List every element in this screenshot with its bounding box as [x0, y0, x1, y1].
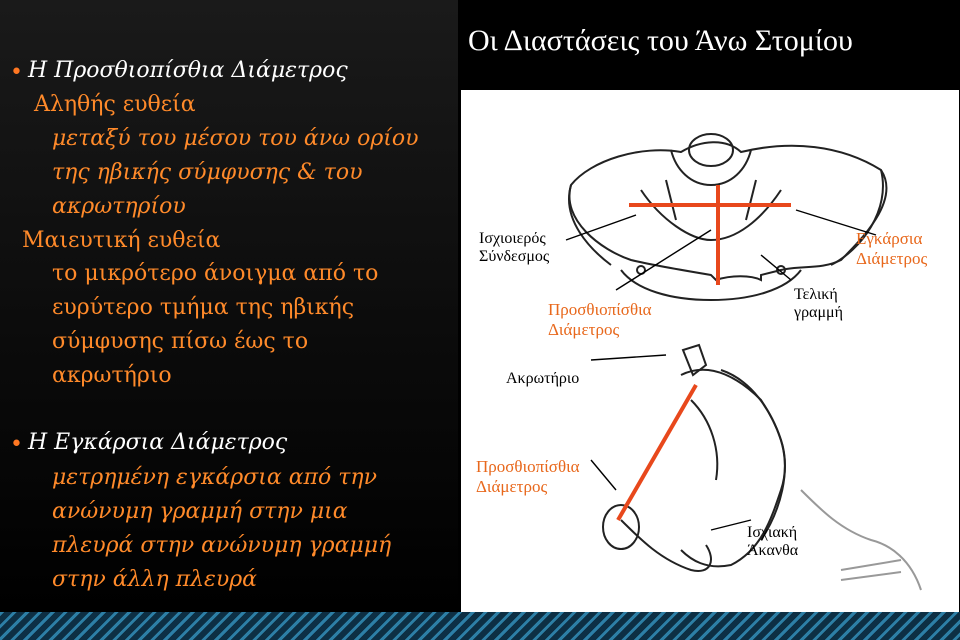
slide-title: Οι Διαστάσεις του Άνω Στομίου	[468, 24, 853, 57]
true-conjugate-title: Αληθής ευθεία	[34, 92, 196, 117]
decorative-footer-strip	[0, 612, 960, 640]
transverse-line: στην άλλη πλευρά	[52, 567, 258, 592]
true-conjugate-line: μεταξύ του μέσου του άνω ορίου	[52, 126, 419, 151]
ap-diameter-line-bottom	[618, 385, 696, 520]
ap-diameter-heading: Η Προσθιοπίσθια Διάμετρος	[28, 58, 348, 83]
label-sacroiliac: Ισχιοιερός Σύνδεσμος	[479, 230, 550, 266]
obstetric-conjugate-line: ακρωτήριο	[52, 363, 172, 388]
pelvis-illustration	[461, 90, 959, 612]
label-ap-diameter-top: Προσθιοπίσθια Διάμετρος	[548, 300, 652, 340]
obstetric-conjugate-line: σύμφυσης πίσω έως το	[52, 329, 309, 354]
label-ischial-spine: Ισχιακή Άκανθα	[747, 524, 799, 560]
bullet-icon: •	[10, 432, 23, 457]
label-transverse-diameter: Εγκάρσια Διάμετρος	[856, 229, 928, 269]
label-promontory: Ακρωτήριο	[506, 370, 580, 387]
transverse-line: πλευρά στην ανώνυμη γραμμή	[52, 533, 392, 558]
bullet-icon: •	[10, 60, 23, 85]
true-conjugate-line: ακρωτηρίου	[52, 194, 186, 219]
label-ap-diameter-bottom: Προσθιοπίσθια Διάμετρος	[476, 457, 580, 497]
transverse-diameter-heading: Η Εγκάρσια Διάμετρος	[28, 430, 288, 455]
ilium-outline	[569, 142, 886, 280]
true-conjugate-line: της ηβικής σύμφυσης & του	[52, 160, 363, 185]
obstetric-conjugate-line: ευρύτερο τμήμα της ηβικής	[52, 295, 355, 320]
obstetric-conjugate-line: το μικρότερο άνοιγμα από το	[52, 261, 379, 286]
obstetric-conjugate-title: Μαιευτική ευθεία	[22, 228, 221, 253]
transverse-line: ανώνυμη γραμμή στην μια	[52, 499, 348, 524]
transverse-line: μετρημένη εγκάρσια από την	[52, 465, 377, 490]
pelvis-figure	[461, 90, 959, 612]
label-terminal-line: Τελική γραμμή	[794, 286, 843, 322]
